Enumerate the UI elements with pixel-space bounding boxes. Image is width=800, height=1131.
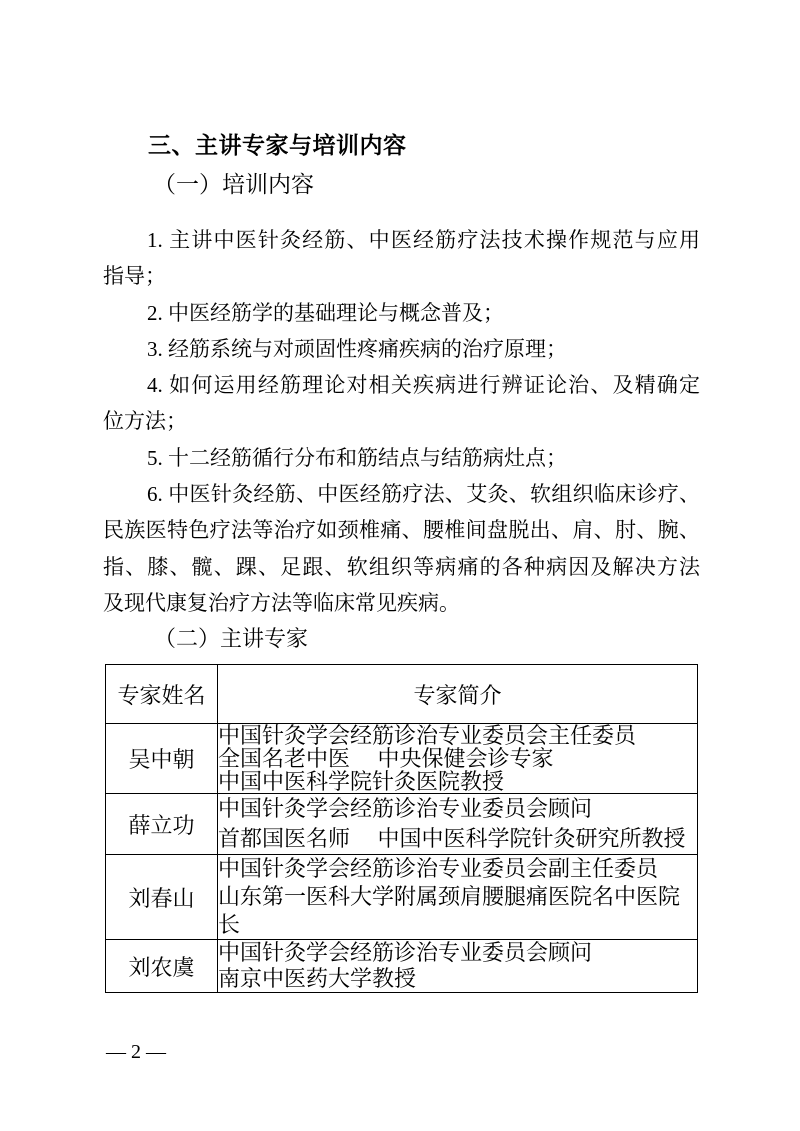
expert-name: 吴中朝 <box>106 724 218 794</box>
training-item-6-line-2: 民族医特色疗法等治疗如颈椎痛、腰椎间盘脱出、肩、肘、腕、 <box>103 518 700 543</box>
expert-bio-line: 中国针灸学会经筋诊治专业委员会主任委员 <box>218 723 637 748</box>
expert-bio-line: 中国中医科学院针灸医院教授 <box>218 769 505 794</box>
training-item-1-line-2: 指导； <box>103 264 166 289</box>
training-item-6-line-1: 6. 中医针灸经筋、中医经筋疗法、艾灸、软组织临床诊疗、 <box>147 482 700 507</box>
expert-row-liunongyu <box>106 940 698 993</box>
expert-bio-line: 中国针灸学会经筋诊治专业委员会顾问 <box>218 796 593 821</box>
expert-bio <box>218 794 698 855</box>
section-heading: 三、主讲专家与培训内容 <box>148 132 407 158</box>
training-item-2: 2. 中医经筋学的基础理论与概念普及； <box>147 300 504 325</box>
expert-bio-line: 南京中医药大学教授 <box>218 966 417 991</box>
expert-name: 刘农虞 <box>106 940 218 993</box>
training-item-6-line-3: 指、膝、髋、踝、足跟、软组织等病痛的各种病因及解决方法 <box>103 554 700 579</box>
expert-row-wuzhongchao <box>106 724 698 794</box>
training-item-1-line-1: 1. 主讲中医针灸经筋、中医经筋疗法技术操作规范与应用 <box>147 228 700 252</box>
subsection-1-title: （一）培训内容 <box>153 172 314 197</box>
experts-table <box>105 664 698 993</box>
experts-table-header-row <box>106 665 698 724</box>
expert-bio-line: 中国针灸学会经筋诊治专业委员会副主任委员 <box>218 856 659 881</box>
training-item-4-line-2: 位方法； <box>103 409 187 434</box>
expert-bio <box>218 940 698 993</box>
col-header-expert-name: 专家姓名 <box>106 665 218 724</box>
training-item-5: 5. 十二经筋循行分布和筋结点与结筋病灶点； <box>147 445 567 470</box>
expert-bio-line: 中国针灸学会经筋诊治专业委员会顾问 <box>218 940 593 965</box>
expert-bio <box>218 724 698 794</box>
training-content <box>103 222 700 658</box>
expert-name: 刘春山 <box>106 855 218 940</box>
expert-bio-line: 长 <box>218 912 241 937</box>
training-item-6-line-4: 及现代康复治疗方法等临床常见疾病。 <box>103 590 460 615</box>
subsection-2-title: （二）主讲专家 <box>154 626 309 652</box>
page-number: — 2 — <box>106 1041 166 1063</box>
training-item-3: 3. 经筋系统与对顽固性疼痛疾病的治疗原理； <box>147 336 567 361</box>
expert-bio-line: 首都国医名师 中国中医科学院针灸研究所教授 <box>218 826 686 851</box>
expert-bio-line: 山东第一医科大学附属颈肩腰腿痛医院名中医院 <box>218 884 681 909</box>
expert-row-liuchunshan <box>106 855 698 940</box>
expert-bio <box>218 855 698 940</box>
expert-name: 薛立功 <box>106 794 218 855</box>
expert-bio-line: 全国名老中医 中央保健会诊专家 <box>218 746 554 771</box>
col-header-expert-bio: 专家简介 <box>218 665 698 724</box>
expert-row-xueligong <box>106 794 698 855</box>
training-item-4-line-1: 4. 如何运用经筋理论对相关疾病进行辨证论治、及精确定 <box>147 373 700 398</box>
